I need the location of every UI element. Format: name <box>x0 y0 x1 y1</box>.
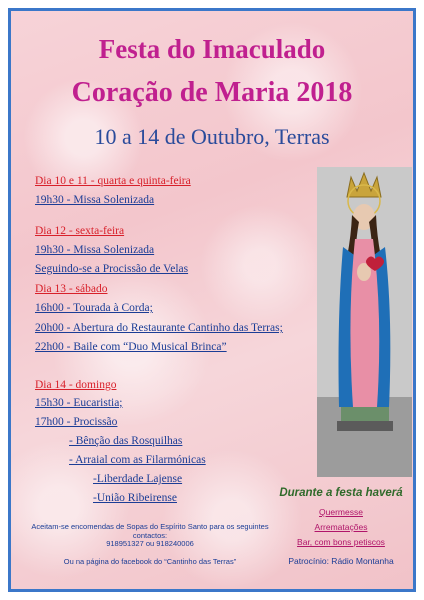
schedule-line: Seguindo-se a Procissão de Velas <box>35 263 189 275</box>
schedule-line: 15h30 - Eucaristia; <box>35 397 123 409</box>
schedule-line: 20h00 - Abertura do Restaurante Cantinho das Terras; <box>35 322 283 334</box>
sponsor-label: Patrocínio: Rádio Montanha <box>288 556 394 566</box>
durante-heading: Durante a festa haverá <box>279 487 403 499</box>
footer-facebook-note: Ou na página do facebook do “Cantinho das Terras” <box>63 557 237 566</box>
statue-illustration <box>317 167 412 477</box>
footer-sopas-note: Aceitam-se encomendas de Sopas do Espírito Santo para os seguintes contactos: <box>31 522 269 540</box>
poster-dates-location: 10 a 14 de Outubro, Terras <box>94 124 330 149</box>
footer-phone-numbers: 918951327 ou 918240006 <box>106 539 194 548</box>
durante-item-bar: Bar, com bons petiscos <box>297 537 385 547</box>
day-10-11-heading: Dia 10 e 11 - quarta e quinta-feira <box>35 175 191 187</box>
day-14-heading: Dia 14 - domingo <box>35 379 117 391</box>
poster-title-line1: Festa do Imaculado <box>98 34 326 64</box>
festa-poster <box>8 8 416 592</box>
durante-item-quermesse: Quermesse <box>319 507 363 517</box>
poster-title-line2: Coração de Maria 2018 <box>71 77 353 108</box>
schedule-line: 17h00 - Procissão <box>35 416 118 428</box>
schedule-line: - Arraial com as Filarmónicas <box>69 454 206 466</box>
day-13-heading: Dia 13 - sábado <box>35 283 108 295</box>
schedule-line: 16h00 - Tourada à Corda; <box>35 302 153 314</box>
schedule-line: -União Ribeirense <box>93 492 177 504</box>
schedule-line: 22h00 - Baile com “Duo Musical Brinca” <box>35 341 227 353</box>
virgin-mary-statue-photo <box>317 167 412 477</box>
day-12-heading: Dia 12 - sexta-feira <box>35 225 125 237</box>
durante-item-arrematacoes: Arrematações <box>314 522 368 532</box>
schedule-line: - Bênção das Rosquilhas <box>69 435 183 447</box>
schedule-line: 19h30 - Missa Solenizada <box>35 244 155 256</box>
schedule-line: -Liberdade Lajense <box>93 473 183 485</box>
schedule-line: 19h30 - Missa Solenizada <box>35 194 155 206</box>
